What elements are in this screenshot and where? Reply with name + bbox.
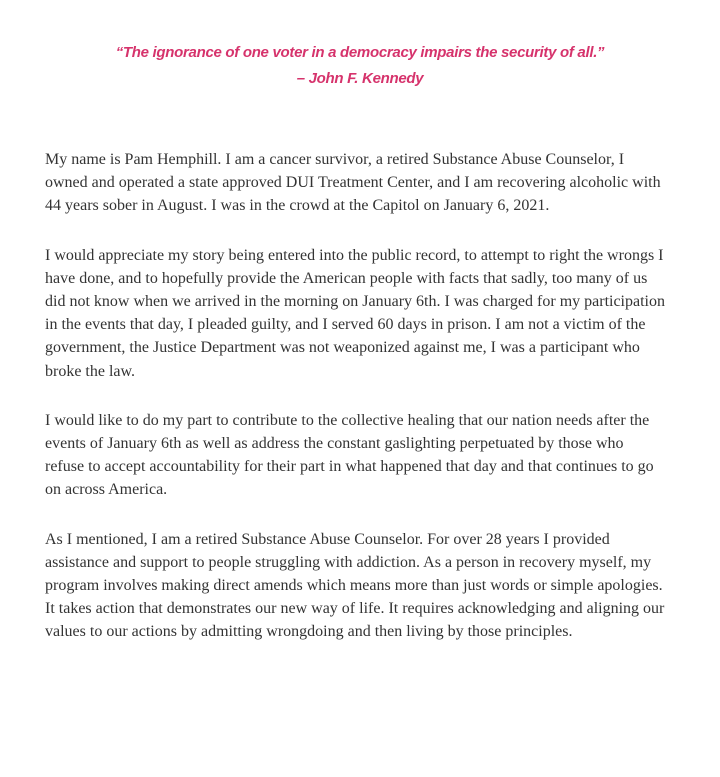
letter-body	[45, 148, 665, 670]
paragraph-1: My name is Pam Hemphill. I am a cancer survivor, a retired Substance Abuse Counselor, I owned and operated a state approved DUI Treatment Center, and I am recovering alcoholic with 44 years sober in August. I was in the crowd at the Capitol on January 6, 2021.	[45, 151, 661, 215]
paragraph-4: As I mentioned, I am a retired Substance Abuse Counselor. For over 28 years I provided assistance and support to people struggling with addiction. As a person in recovery myself, my program involves making direct amends which means more than just words or simple apologies. It takes action that demonstrates our new way of life. It requires acknowledging and aligning our values to our actions by admitting wrongdoing and then living by those principles.	[45, 530, 665, 641]
epigraph	[0, 40, 720, 92]
paragraph-2: I would appreciate my story being entered into the public record, to attempt to right the wrongs I have done, and to hopefully provide the American people with facts that sadly, too many of us did not know when we arrived in the morning on January 6th. I was charged for my participation in the events that day, I pleaded guilty, and I served 60 days in prison. I am not a victim of the government, the Justice Department was not weaponized against me, I was a participant who broke the law.	[45, 246, 665, 380]
quote-attribution: – John F. Kennedy	[296, 70, 424, 87]
quote-text: “The ignorance of one voter in a democracy impairs the security of all.”	[115, 44, 605, 61]
paragraph-3: I would like to do my part to contribute to the collective healing that our nation needs after the events of January 6th as well as address the constant gaslighting perpetuated by those who refuse to accept accountability for their part in what happened that day and that continues to go on across America.	[45, 411, 654, 499]
